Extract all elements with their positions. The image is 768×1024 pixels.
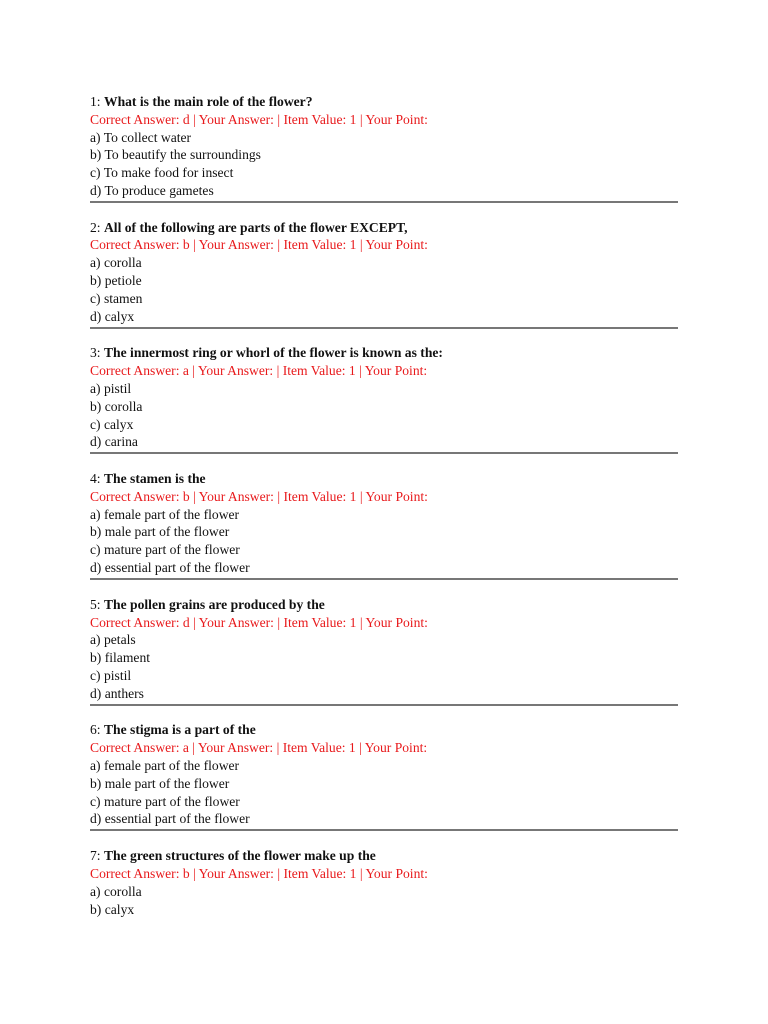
question-block [90,470,678,595]
answer-option: a) pistil [90,380,132,396]
question-number: 6 [90,722,97,738]
question-divider [90,704,678,706]
question-line [90,470,678,488]
answer-option: b) To beautify the surroundings [90,147,261,163]
question-number: 7 [90,848,97,864]
answer-option: d) carina [90,434,138,450]
answer-option: c) calyx [90,416,134,432]
question-text: The innermost ring or whorl of the flower is known as the: [103,345,443,361]
question-number-separator: : [96,848,104,864]
answer-option: b) filament [90,650,151,666]
answer-info-line: Correct Answer: d | Your Answer: | Item Value: 1 | Your Point: [90,614,428,630]
answer-option: a) corolla [90,883,142,899]
question-text: What is the main role of the flower? [103,94,313,109]
question-divider [90,578,678,580]
question-line [90,596,678,614]
answer-option: a) female part of the flower [90,506,240,522]
question-text: The stigma is a part of the [103,722,256,738]
answer-info-line: Correct Answer: b | Your Answer: | Item Value: 1 | Your Point: [90,237,428,253]
question-number-separator: : [96,596,104,612]
question-text: The green structures of the flower make up the [103,848,376,864]
answer-option: c) mature part of the flower [90,542,240,558]
answer-option: c) pistil [90,667,132,683]
question-divider [90,201,678,203]
answer-option: b) corolla [90,398,143,414]
question-block [90,596,678,721]
answer-option: b) petiole [90,273,142,289]
answer-option: a) corolla [90,255,142,271]
question-block [90,721,678,846]
question-text: All of the following are parts of the flower EXCEPT, [103,219,408,235]
answer-option: c) mature part of the flower [90,793,240,809]
answer-option: c) stamen [90,290,143,306]
question-number-separator: : [96,94,104,109]
quiz-document [90,92,678,972]
question-block [90,847,678,972]
answer-option: d) anthers [90,685,144,701]
answer-option: c) To make food for insect [90,165,234,181]
question-number-separator: : [96,471,104,487]
answer-option: d) essential part of the flower [90,560,250,576]
question-text: The stamen is the [103,471,206,487]
question-number: 2 [90,219,97,235]
question-block [90,93,678,218]
question-text: The pollen grains are produced by the [103,596,325,612]
answer-info-line: Correct Answer: a | Your Answer: | Item Value: 1 | Your Point: [90,740,428,756]
question-divider [90,327,678,329]
answer-option: a) female part of the flower [90,758,240,774]
question-line [90,847,678,865]
question-line [90,219,678,237]
answer-option: b) male part of the flower [90,775,230,791]
question-number-separator: : [96,219,104,235]
answer-option: b) male part of the flower [90,524,230,540]
question-divider [90,829,678,831]
question-number: 3 [90,345,97,361]
answer-option: a) To collect water [90,129,192,145]
question-block [90,219,678,344]
answer-option: d) essential part of the flower [90,811,250,827]
answer-option: d) calyx [90,308,135,324]
answer-option: d) To produce gametes [90,182,214,198]
question-number: 4 [90,471,97,487]
answer-info-line: Correct Answer: b | Your Answer: | Item Value: 1 | Your Point: [90,865,428,881]
question-block [90,344,678,469]
answer-info-line: Correct Answer: a | Your Answer: | Item Value: 1 | Your Point: [90,363,428,379]
question-number: 1 [90,94,97,109]
question-line [90,344,678,362]
question-divider [90,452,678,454]
question-number-separator: : [96,345,104,361]
answer-option: b) calyx [90,901,135,917]
answer-option: a) petals [90,632,136,648]
question-line [90,93,678,111]
answer-info-line: Correct Answer: b | Your Answer: | Item Value: 1 | Your Point: [90,488,428,504]
answer-info-line: Correct Answer: d | Your Answer: | Item Value: 1 | Your Point: [90,111,428,127]
question-line [90,721,678,739]
question-number: 5 [90,596,97,612]
question-number-separator: : [96,722,104,738]
